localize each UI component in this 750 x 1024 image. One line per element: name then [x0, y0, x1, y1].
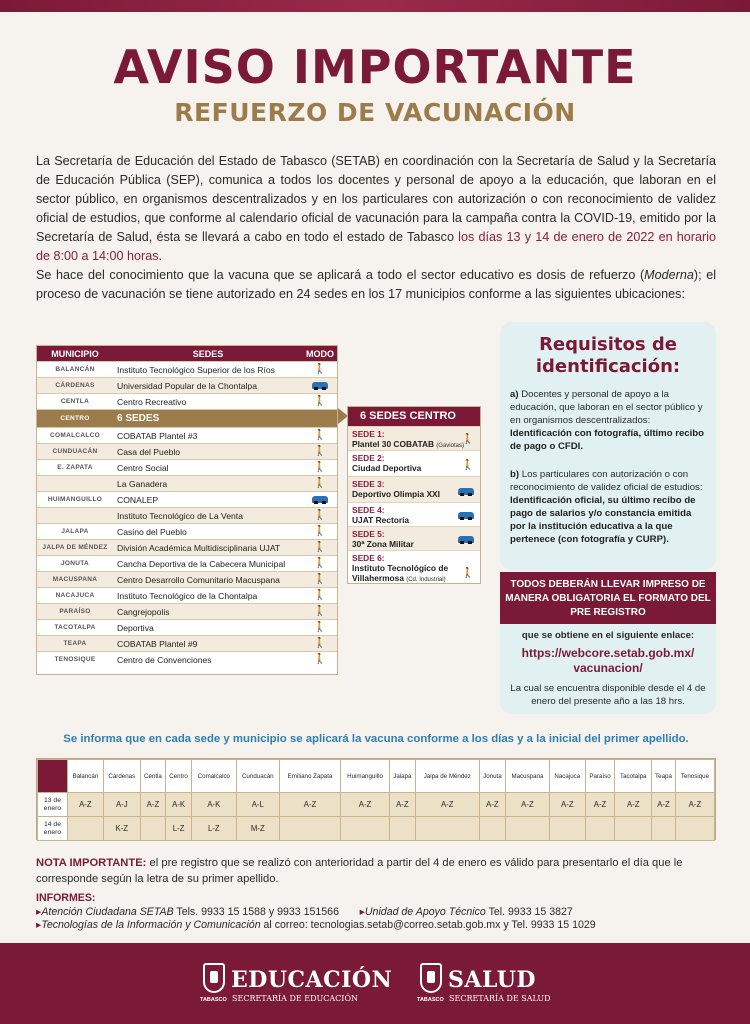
salud-logo-sub: SECRETARÍA DE SALUD — [449, 994, 551, 1003]
municipio-cell: BALANCÁN — [55, 366, 95, 373]
days-cell — [652, 817, 676, 841]
modo-cell — [303, 446, 337, 457]
centro-sede-item — [348, 426, 480, 450]
vaccine-brand: Moderna — [644, 268, 694, 282]
walking-icon: 🚶 — [313, 396, 327, 407]
days-cell: A-L — [236, 793, 280, 817]
educacion-logo-sub: SECRETARÍA DE EDUCACIÓN — [232, 994, 359, 1003]
municipio-cell: COMALCALCO — [50, 432, 100, 439]
registration-link[interactable]: https://webcore.setab.gob.mx/ vacunacion/ — [521, 646, 695, 675]
walking-icon: 🚶 — [313, 606, 327, 617]
days-cell — [415, 817, 479, 841]
sede-cell: 6 SEDES — [117, 413, 160, 424]
sedes-row — [37, 491, 337, 507]
days-cell — [280, 817, 341, 841]
walking-icon: 🚶 — [313, 510, 327, 521]
centro-sede-modo — [462, 460, 474, 471]
days-municipio-header: Balancán — [68, 760, 104, 793]
sedes-row — [37, 409, 337, 427]
sedes-table-header — [37, 346, 337, 361]
centro-sede-label: SEDE 5: — [352, 529, 385, 539]
days-cell: A-Z — [675, 793, 714, 817]
days-municipio-header: Nacajuca — [549, 760, 585, 793]
days-municipio-header: Centla — [140, 760, 165, 793]
salud-state: TABASCO — [417, 997, 444, 1003]
days-table-body — [38, 793, 715, 841]
centro-sede-label: SEDE 2: — [352, 453, 385, 463]
sedes-row — [37, 427, 337, 443]
sede-cell: Cancha Deportiva de la Cabecera Municipal — [117, 558, 286, 569]
days-cell: A-Z — [341, 793, 390, 817]
modo-cell — [303, 396, 337, 407]
info-line: Se informa que en cada sede y municipio se aplicará la vacuna conforme a los días y a la inicial del primer apellido. — [63, 733, 689, 745]
municipio-cell: HUIMANGUILLO — [47, 496, 103, 503]
walking-icon: 🚶 — [313, 590, 327, 601]
days-cell: A-K — [192, 793, 236, 817]
days-cell: L-Z — [192, 817, 236, 841]
triangle-icon: ▸ — [359, 905, 365, 918]
walking-icon: 🚶 — [313, 654, 327, 665]
municipio-cell: PARAÍSO — [59, 608, 91, 615]
days-cell: K-Z — [103, 817, 140, 841]
modo-cell — [303, 364, 337, 375]
walking-icon: 🚶 — [313, 446, 327, 457]
days-municipio-header: Centro — [166, 760, 192, 793]
requisito-b-text: Los particulares con autorización o con reconocimiento de validez oficial de estudios: — [510, 469, 703, 493]
requisito-b — [510, 468, 706, 546]
intro-text: La Secretaría de Educación del Estado de Tabasco (SETAB) en coordinación con la Secretaría de Salud y la Secretaría de Educación Pública (SEP), comunica a todos los docentes y personal de apoyo a la educación, que laboran en el sector público, en organismos descentralizados y en los particulares con autorización o con reconocimiento de validez oficial de estudios, que conforme al calendario oficial de vacunación para la campaña contra la COVID-19, emitido por la Secretaría de Salud, ésta se llevará a cabo en todo el estado de Tabasco — [36, 154, 716, 244]
days-cell: A-Z — [615, 793, 652, 817]
informes-atencion: Atención Ciudadana SETAB — [41, 905, 174, 918]
municipio-cell: CENTLA — [60, 398, 90, 405]
days-municipio-header: Macuspana — [505, 760, 549, 793]
vaccine-text-a: Se hace del conocimiento que la vacuna que se aplicará a todo el sector educativo es dosis de refuerzo ( — [36, 268, 645, 282]
municipio-cell: JALAPA — [61, 528, 89, 535]
walking-icon: 🚶 — [461, 460, 474, 471]
days-municipio-header: Cunduacán — [236, 760, 280, 793]
walking-icon: 🚶 — [313, 364, 327, 375]
modo-cell — [303, 606, 337, 617]
sede-cell: Centro Social — [117, 462, 169, 473]
informes-unidad-tel: Tel. 9933 15 3827 — [485, 905, 573, 918]
centro-sede-note: (Gaviotas) — [436, 443, 464, 449]
walking-icon: 🚶 — [313, 558, 327, 569]
car-icon — [312, 496, 328, 503]
modo-cell — [303, 381, 337, 391]
informes-tic: Tecnologías de la Información y Comunicación — [41, 919, 261, 931]
sede-cell: Centro de Convenciones — [117, 654, 212, 665]
centro-sede-modo — [462, 434, 474, 445]
modo-cell — [303, 590, 337, 601]
centro-sede-name: UJAT Rectoría — [352, 515, 410, 525]
sede-cell: Deportiva — [117, 622, 154, 633]
sede-cell: Centro Desarrollo Comunitario Macuspana — [117, 574, 280, 585]
sede-cell: CONALEP — [117, 494, 159, 505]
centro-panel-title: 6 SEDES CENTRO — [348, 407, 480, 426]
sedes-row — [37, 523, 337, 539]
days-cell: A-K — [166, 793, 192, 817]
header-sedes: SEDES — [192, 348, 224, 359]
modo-cell — [303, 478, 337, 489]
modo-cell — [303, 638, 337, 649]
walking-icon: 🚶 — [461, 568, 474, 579]
days-cell — [615, 817, 652, 841]
informes-unidad: Unidad de Apoyo Técnico — [364, 905, 486, 918]
informes — [36, 892, 726, 933]
days-cell: A-Z — [652, 793, 676, 817]
walking-icon: 🚶 — [313, 526, 327, 537]
days-municipio-header: Tacotalpa — [615, 760, 652, 793]
days-row — [38, 793, 715, 817]
sedes-row — [37, 619, 337, 635]
sede-cell: División Académica Multidisciplinaria UJAT — [117, 542, 281, 553]
centro-sede-modo — [458, 512, 474, 521]
educacion-state: TABASCO — [200, 997, 227, 1003]
page-subtitle: REFUERZO DE VACUNACIÓN — [174, 98, 576, 127]
requisito-b-label: b) — [510, 469, 520, 480]
days-cell: A-J — [103, 793, 140, 817]
sede-cell: Instituto Tecnológico de la Chontalpa — [117, 590, 258, 601]
centro-sede-label: SEDE 3: — [352, 479, 385, 489]
days-cell: A-Z — [415, 793, 479, 817]
car-icon — [458, 488, 474, 495]
requisito-a-text: Docentes y personal de apoyo a la educación, que laboran en el sector público y en organismos descentralizados: — [510, 389, 703, 426]
days-row-label: 13 de enero — [38, 793, 68, 817]
requisito-a-bold: Identificación con fotografía, último recibo de pago o CFDI. — [510, 428, 705, 452]
informes-line-2 — [36, 919, 726, 933]
requisito-a — [510, 388, 706, 453]
sedes-row — [37, 443, 337, 459]
municipio-cell: CUNDUACÁN — [52, 448, 98, 455]
municipio-cell: TEAPA — [63, 640, 87, 647]
sede-cell: COBATAB Plantel #3 — [117, 430, 198, 441]
municipio-cell: JONUTA — [60, 560, 90, 567]
municipio-cell: E. ZAPATA — [57, 464, 93, 471]
days-cell — [675, 817, 714, 841]
centro-sede-label: SEDE 4: — [352, 505, 385, 515]
modo-cell — [303, 495, 337, 505]
sede-cell: Universidad Popular de la Chontalpa — [117, 380, 257, 391]
requisito-a-label: a) — [510, 389, 519, 400]
car-icon — [458, 512, 474, 519]
sede-cell: Casino del Pueblo — [117, 526, 187, 537]
sedes-row — [37, 603, 337, 619]
centro-sede-label: SEDE 1: — [352, 429, 385, 439]
days-cell — [68, 817, 104, 841]
days-corner — [38, 760, 68, 793]
days-municipio-header: Jalapa — [390, 760, 416, 793]
walking-icon: 🚶 — [313, 622, 327, 633]
modo-cell — [303, 622, 337, 633]
days-municipio-header: Tenosique — [675, 760, 714, 793]
dates-highlight: los días 13 y 14 de enero de 2022 en horario de 8:00 a 14:00 horas — [36, 230, 716, 263]
footer — [0, 943, 750, 1024]
modo-cell — [303, 510, 337, 521]
sedes-row — [37, 507, 337, 523]
days-municipio-header: Comalcalco — [192, 760, 236, 793]
days-municipio-header: Paraíso — [585, 760, 615, 793]
days-cell — [549, 817, 585, 841]
walking-icon: 🚶 — [313, 478, 327, 489]
nota-importante — [36, 855, 726, 887]
car-icon — [312, 382, 328, 389]
days-municipio-header: Teapa — [652, 760, 676, 793]
centro-sede-modo — [458, 488, 474, 497]
sedes-table — [36, 345, 338, 675]
sedes-row — [37, 587, 337, 603]
sede-cell: Casa del Pueblo — [117, 446, 181, 457]
centro-sede-name: Plantel 30 COBATAB — [352, 439, 435, 449]
days-municipio-header: Emiliano Zapata — [280, 760, 341, 793]
requisitos-title: Requisitos de identificación: — [535, 334, 681, 377]
centro-sede-item — [348, 526, 480, 550]
days-table — [36, 758, 716, 840]
centro-sede-name: Deportivo Olimpia XXI — [352, 489, 440, 499]
centro-panel — [347, 406, 481, 584]
sedes-row — [37, 475, 337, 491]
days-row-label: 14 de enero — [38, 817, 68, 841]
centro-sede-modo — [458, 536, 474, 545]
informes-title: INFORMES: — [36, 892, 96, 904]
municipio-cell: JALPA DE MÉNDEZ — [42, 544, 108, 551]
centro-sede-item — [348, 502, 480, 526]
walking-icon: 🚶 — [313, 462, 327, 473]
days-cell: A-Z — [549, 793, 585, 817]
centro-sede-item — [348, 476, 480, 502]
days-municipio-header: Jonuta — [479, 760, 505, 793]
centro-sede-name: Ciudad Deportiva — [352, 463, 422, 473]
informes-atencion-tel: Tels. 9933 15 1588 y 9933 151566 — [173, 905, 339, 918]
sedes-row — [37, 459, 337, 475]
sedes-row — [37, 393, 337, 409]
days-municipio-header: Jalpa de Méndez — [415, 760, 479, 793]
modo-cell — [303, 526, 337, 537]
walking-icon: 🚶 — [313, 542, 327, 553]
triangle-icon: ▸ — [36, 919, 42, 931]
educacion-shield-icon — [203, 963, 225, 993]
municipio-cell: TENOSIQUE — [54, 656, 96, 663]
car-icon — [458, 536, 474, 543]
intro-paragraph — [36, 152, 716, 266]
sedes-row — [37, 555, 337, 571]
days-cell: A-Z — [505, 793, 549, 817]
centro-panel-items — [348, 426, 480, 584]
informes-line-1 — [36, 906, 726, 920]
sede-cell: La Ganadera — [117, 478, 168, 489]
days-cell — [140, 817, 165, 841]
days-cell: A-Z — [585, 793, 615, 817]
centro-sede-item — [348, 550, 480, 584]
municipio-cell: NACAJUCA — [55, 592, 95, 599]
municipio-cell: CÁRDENAS — [55, 382, 95, 389]
page-title: AVISO IMPORTANTE — [113, 40, 637, 94]
days-row — [38, 817, 715, 841]
days-cell — [390, 817, 416, 841]
modo-cell — [303, 462, 337, 473]
sedes-row — [37, 571, 337, 587]
link-box — [500, 624, 716, 714]
municipio-cell: CENTRO — [60, 415, 90, 422]
informes-tic-contact: al correo: tecnologias.setab@correo.setab.gob.mx y Tel. 9933 15 1029 — [260, 919, 596, 931]
days-cell: L-Z — [166, 817, 192, 841]
todos-banner: TODOS DEBERÁN LLEVAR IMPRESO DE MANERA OBLIGATORIA EL FORMATO DEL PRE REGISTRO — [500, 572, 716, 624]
sedes-row — [37, 635, 337, 651]
salud-logo-title: SALUD — [448, 967, 536, 993]
vaccine-text-b: ); el proceso de vacunación se tiene autorizado en 24 sedes en los 17 municipios conforme a las siguientes ubicaciones: — [36, 268, 716, 301]
centro-sede-note: (Cd. Industrial) — [406, 577, 446, 583]
link-intro: que se obtiene en el siguiente enlace: — [521, 630, 695, 641]
centro-sede-name: 30ª Zona Militar — [352, 539, 414, 549]
centro-sede-label: SEDE 6: — [352, 553, 385, 563]
modo-cell — [303, 654, 337, 665]
municipio-cell: MACUSPANA — [52, 576, 98, 583]
educacion-logo-title: EDUCACIÓN — [231, 967, 393, 993]
days-cell: A-Z — [140, 793, 165, 817]
header-municipio: MUNICIPIO — [51, 348, 99, 359]
days-table-header — [38, 760, 715, 793]
sedes-row — [37, 539, 337, 555]
requisitos-panel — [500, 322, 716, 570]
days-municipio-header: Cárdenas — [103, 760, 140, 793]
walking-icon: 🚶 — [313, 638, 327, 649]
requisito-b-bold: Identificación oficial, su último recibo de pago de salarios y/o constancia emitida por la institución educativa a la que pertenece (con fotografía y CURP). — [510, 495, 696, 545]
days-cell: A-Z — [390, 793, 416, 817]
sede-cell: Instituto Tecnológico Superior de los Ríos — [117, 364, 275, 375]
days-cell — [479, 817, 505, 841]
centro-sede-name: Instituto Tecnológico de Villahermosa — [352, 563, 449, 583]
nota-text: el pre registro que se realizó con anterioridad a partir del 4 de enero es válido para presentarlo el día que le corresponde según la letra de su primer apellido. — [36, 857, 683, 885]
top-bar — [0, 0, 750, 12]
walking-icon: 🚶 — [313, 574, 327, 585]
link-note: La cual se encuentra disponible desde el 4 de enero del presente año a las 18 hrs. — [510, 683, 706, 707]
municipio-cell: TACOTALPA — [54, 624, 96, 631]
days-cell: M-Z — [236, 817, 280, 841]
days-table-grid — [37, 759, 715, 841]
sede-cell: Instituto Tecnológico de La Venta — [117, 510, 243, 521]
days-cell: A-Z — [280, 793, 341, 817]
sedes-rows — [37, 361, 337, 667]
modo-cell — [303, 430, 337, 441]
sede-cell: Centro Recreativo — [117, 396, 187, 407]
sedes-row — [37, 377, 337, 393]
walking-icon: 🚶 — [313, 430, 327, 441]
days-cell — [505, 817, 549, 841]
sede-cell: Cangrejopolis — [117, 606, 170, 617]
sedes-row — [37, 651, 337, 667]
vaccine-paragraph — [36, 266, 716, 304]
days-cell: A-Z — [479, 793, 505, 817]
modo-cell — [303, 542, 337, 553]
walking-icon: 🚶 — [461, 434, 474, 445]
days-cell — [341, 817, 390, 841]
modo-cell — [303, 574, 337, 585]
sede-cell: COBATAB Plantel #9 — [117, 638, 198, 649]
modo-cell — [303, 558, 337, 569]
centro-sede-item — [348, 450, 480, 476]
days-cell — [585, 817, 615, 841]
header-modo: MODO — [306, 348, 334, 359]
days-municipio-header: Huimanguillo — [341, 760, 390, 793]
salud-shield-icon — [420, 963, 442, 993]
nota-key: NOTA IMPORTANTE: — [36, 857, 147, 869]
sedes-row — [37, 361, 337, 377]
centro-sede-modo — [462, 568, 474, 579]
triangle-icon: ▸ — [36, 905, 42, 918]
days-cell: A-Z — [68, 793, 104, 817]
intro-end: . — [158, 249, 163, 263]
